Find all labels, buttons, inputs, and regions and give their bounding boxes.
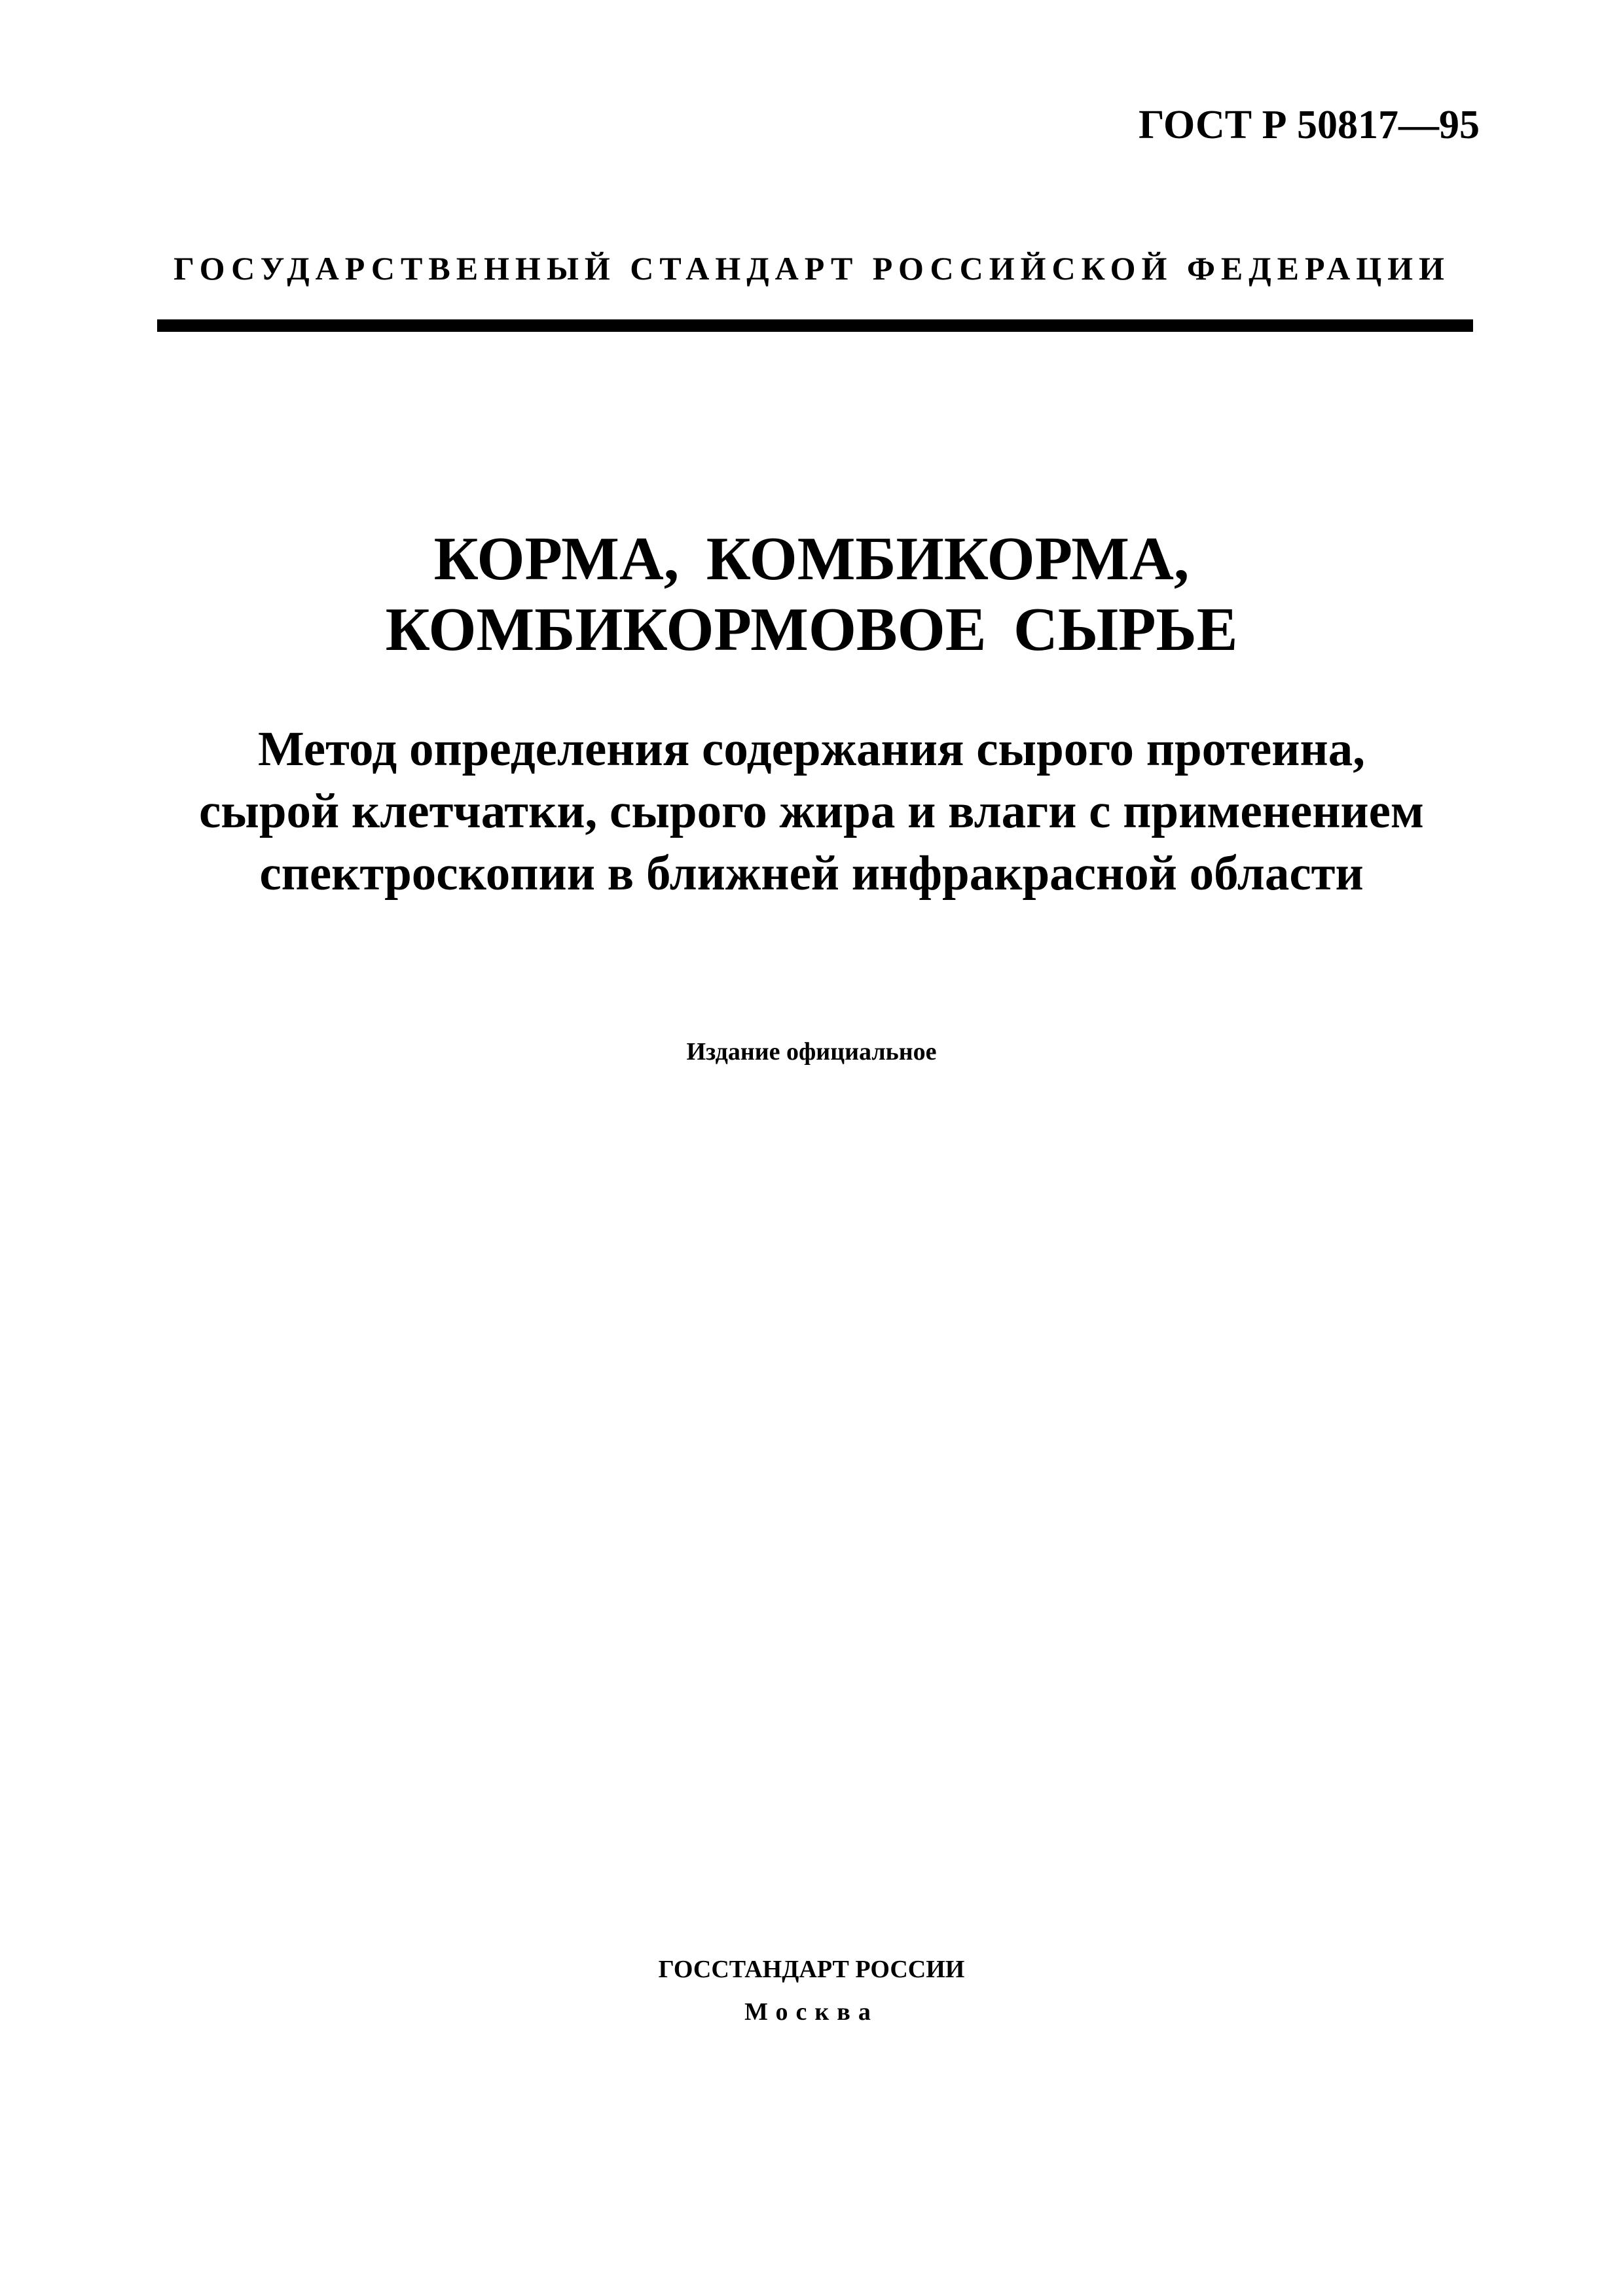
subtitle-line: сырой клетчатки, сырого жира и влаги с применением — [198, 784, 1425, 838]
subtitle — [0, 718, 1623, 905]
main-title-line: КОМБИКОРМОВОЕ СЫРЬЕ — [385, 596, 1238, 664]
subtitle-line: Метод определения содержания сырого протеина, — [258, 722, 1365, 776]
state-standard-heading: ГОСУДАРСТВЕННЫЙ СТАНДАРТ РОССИЙСКОЙ ФЕДЕРАЦИИ — [173, 250, 1450, 287]
publisher: ГОССТАНДАРТ РОССИИ — [658, 1956, 965, 1983]
main-title — [0, 524, 1623, 665]
main-title-line: КОРМА, КОМБИКОРМА, — [433, 525, 1190, 593]
document-code: ГОСТ Р 50817—95 — [1139, 103, 1480, 147]
publication-city: Москва — [744, 1998, 879, 2026]
header-divider — [157, 319, 1473, 332]
edition-note: Издание официальное — [686, 1038, 937, 1066]
subtitle-line: спектроскопии в ближней инфракрасной области — [259, 846, 1364, 901]
